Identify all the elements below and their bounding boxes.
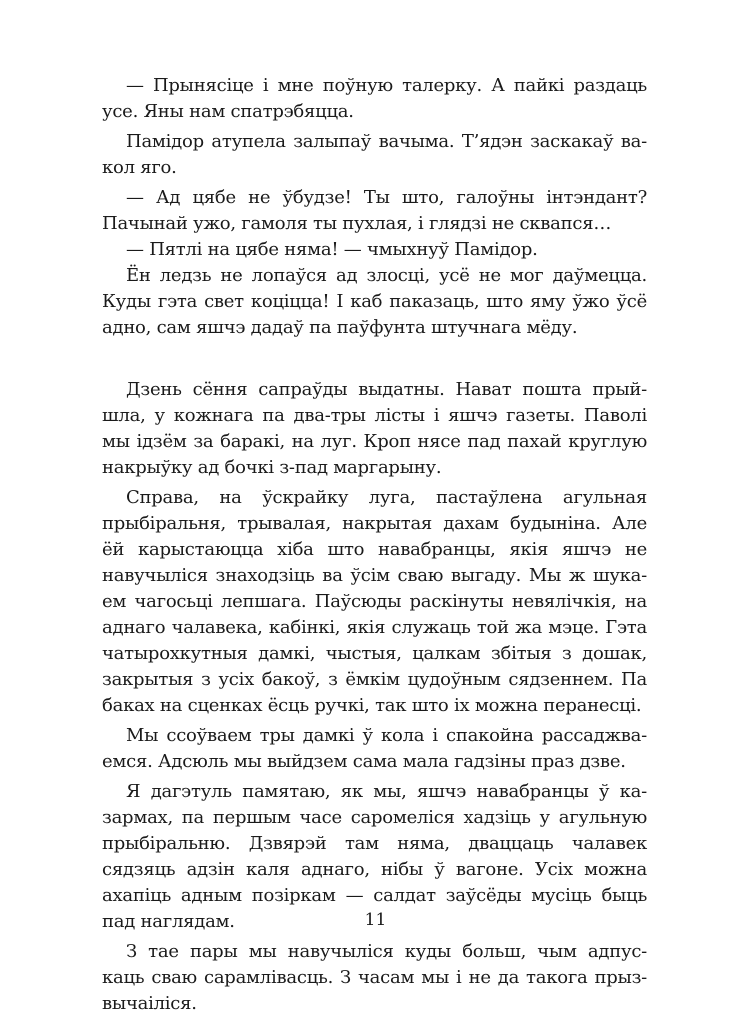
text-line: Дзень сёння сапраўды выдатны. Нават пошта прый- xyxy=(126,379,647,400)
text-line: чатырохкутныя дамкі, чыстыя, цалкам збітыя з дошак, xyxy=(102,643,647,664)
text-line: — Прынясіце і мне поўную талерку. А пайкі раздаць xyxy=(126,75,647,96)
text-line: мы ідзём за баракі, на луг. Кроп нясе пад пахай круглую xyxy=(102,431,647,452)
text-line: емся. Адсюль мы выйдзем сама мала гадзіны праз дзве. xyxy=(102,751,626,772)
text-line: накрыўку ад бочкі з-пад маргарыну. xyxy=(102,457,442,478)
paragraph xyxy=(102,129,647,181)
text-line: аднаго чалавека, кабінкі, якія служаць той жа мэце. Гэта xyxy=(102,617,647,638)
text-line: ем чагосьці лепшага. Паўсюды раскінуты невялічкія, на xyxy=(102,591,647,612)
text-line: закрытыя з усіх бакоў, з ёмкім цудоўным сядзеннем. Па xyxy=(102,669,647,690)
text-line: вычаіліся. xyxy=(102,993,197,1014)
text-line: Куды гэта свет коціцца! І каб паказаць, што яму ўжо ўсё xyxy=(102,291,647,312)
text-line: сядзяць адзін каля аднаго, нібы ў вагоне. Усіх можна xyxy=(102,859,647,880)
paragraph xyxy=(102,485,647,719)
text-line: прыбіральня, трывалая, накрытая дахам будыніна. Але xyxy=(102,513,647,534)
text-line: прыбіральню. Дзвярэй там няма, дваццаць чалавек xyxy=(102,833,647,854)
text-line: — Пятлі на цябе няма! — чмыхнуў Памідор. xyxy=(126,239,538,260)
text-line: ахапіць адным позіркам — салдат заўсёды мусіць быць xyxy=(102,885,647,906)
body-text xyxy=(102,73,647,1017)
text-line: каць сваю сарамлівасць. З часам мы і не да такога прыз- xyxy=(102,967,647,988)
page-number: 11 xyxy=(364,910,387,930)
text-line: шла, у кожнага па два-тры лісты і яшчэ газеты. Паволі xyxy=(102,405,647,426)
text-line: Памідор атупела залыпаў вачыма. Т’ядэн заскакаў ва- xyxy=(126,131,647,152)
text-line: зармах, па першым часе саромеліся хадзіць у агульную xyxy=(102,807,647,828)
text-line: Справа, на ўскрайку луга, пастаўлена агульная xyxy=(126,487,647,508)
text-line: пад наглядам. xyxy=(102,911,235,932)
paragraph xyxy=(102,723,647,775)
paragraph xyxy=(102,263,647,341)
paragraph xyxy=(102,185,647,237)
text-line: ёй карыстаюцца хіба што навабранцы, якія яшчэ не xyxy=(102,539,647,560)
text-line: баках на сценках ёсць ручкі, так што іх можна перанесці. xyxy=(102,695,642,716)
text-line: кол яго. xyxy=(102,157,177,178)
paragraph xyxy=(102,939,647,1017)
text-line: навучыліся знаходзіць ва ўсім сваю выгаду. Мы ж шука- xyxy=(102,565,647,586)
text-line: Пачынай ужо, гамоля ты пухлая, і глядзі не сквапся… xyxy=(102,213,612,234)
text-line: усе. Яны нам спатрэбяцца. xyxy=(102,101,354,122)
text-line: адно, сам яшчэ дадаў па паўфунта штучнага мёду. xyxy=(102,317,578,338)
paragraph xyxy=(102,377,647,481)
paragraph xyxy=(102,73,647,125)
text-line: З тае пары мы навучыліся куды больш, чым адпус- xyxy=(126,941,647,962)
text-line: Я дагэтуль памятаю, як мы, яшчэ навабранцы ў ка- xyxy=(126,781,647,802)
text-line: Мы ссоўваем тры дамкі ў кола і спакойна рассаджва- xyxy=(126,725,647,746)
text-line: — Ад цябе не ўбудзе! Ты што, галоўны інтэндант? xyxy=(126,187,647,208)
paragraph xyxy=(102,237,647,263)
text-line: Ён ледзь не лопаўся ад злосці, усё не мог даўмецца. xyxy=(126,265,647,286)
